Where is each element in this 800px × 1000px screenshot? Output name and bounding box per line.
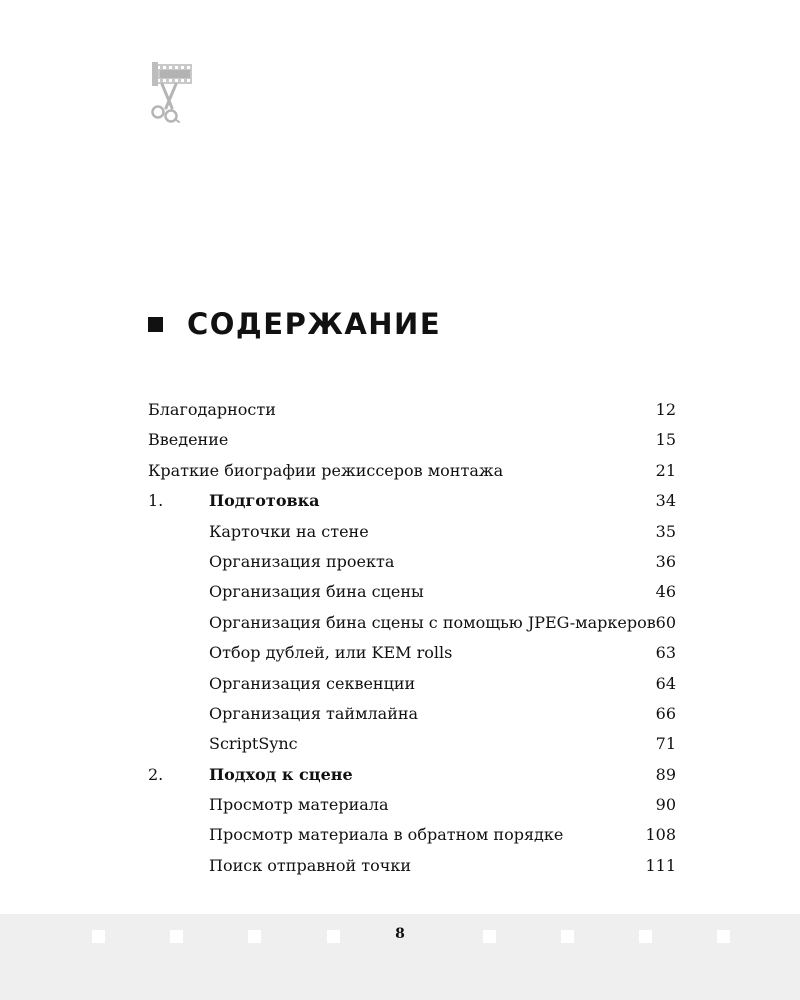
toc-entry-page: 71	[655, 734, 676, 754]
toc-entry	[148, 486, 676, 516]
footer-square	[717, 930, 730, 943]
footer-square	[483, 930, 496, 943]
toc-entry	[148, 395, 676, 425]
toc-entry-page: 66	[655, 703, 676, 723]
toc-entry	[148, 577, 676, 607]
toc-entry-page: 63	[655, 643, 676, 663]
toc-entry-page: 64	[655, 673, 676, 693]
footer-square	[639, 930, 652, 943]
toc-entry-title: Просмотр материала в обратном порядке	[209, 825, 564, 845]
toc-entry	[148, 608, 676, 638]
toc-entry-title: Подготовка	[209, 491, 320, 511]
toc-entry-title: Благодарности	[148, 400, 276, 419]
toc-entry-page: 108	[645, 825, 676, 845]
toc-entry-page: 12	[655, 400, 676, 419]
footer-square	[92, 930, 105, 943]
footer-square	[327, 930, 340, 943]
page-number: 8	[395, 926, 405, 942]
toc-entry-title: Организация бина сцены с помощью JPEG-маркеров	[209, 612, 656, 632]
toc-entry-title: Карточки на стене	[209, 521, 369, 541]
toc-entry	[148, 669, 676, 699]
toc-entry	[148, 851, 676, 881]
toc-entry	[148, 517, 676, 547]
page-title: СОДЕРЖАНИЕ	[187, 307, 442, 341]
toc-entry	[148, 760, 676, 790]
toc-entry-title: Организация секвенции	[209, 673, 416, 693]
toc-entry-page: 46	[655, 582, 676, 602]
toc-entry	[148, 790, 676, 820]
toc-entry-page: 111	[645, 855, 676, 875]
footer-square	[248, 930, 261, 943]
toc-entry	[148, 820, 676, 850]
toc-chapter-number: 2.	[148, 764, 164, 784]
toc-entry-page: 89	[655, 764, 676, 784]
toc-entry-page: 21	[655, 460, 676, 480]
toc-entry	[148, 456, 676, 486]
toc-entry-page: 60	[655, 612, 676, 632]
toc-entry-title: Организация таймлайна	[209, 703, 419, 723]
contents-heading	[148, 304, 441, 344]
footer-band	[0, 914, 800, 1000]
toc-entry-title: Организация бина сцены	[209, 582, 424, 602]
toc-entry-title: Подход к сцене	[209, 764, 353, 784]
toc-entry-title: Организация проекта	[209, 551, 395, 571]
toc-entry-title: Введение	[148, 430, 229, 450]
toc-entry-page: 35	[655, 521, 676, 541]
toc-entry	[148, 699, 676, 729]
footer-square	[561, 930, 574, 943]
toc-entry-title: Просмотр материала	[209, 795, 389, 815]
toc-entry	[148, 729, 676, 759]
toc-entry-title: Краткие биографии режиссеров монтажа	[148, 460, 504, 480]
film-scissors-logo-icon	[146, 60, 196, 124]
toc-entry	[148, 547, 676, 577]
footer-square	[170, 930, 183, 943]
table-of-contents	[148, 395, 676, 881]
toc-entry-title: Отбор дублей, или KEM rolls	[209, 643, 453, 663]
toc-entry	[148, 638, 676, 668]
toc-entry-page: 90	[655, 795, 676, 815]
toc-entry-title: Поиск отправной точки	[209, 855, 412, 875]
toc-entry-page: 15	[655, 430, 676, 450]
toc-chapter-number: 1.	[148, 491, 164, 511]
toc-entry-page: 34	[655, 491, 676, 511]
toc-entry	[148, 425, 676, 455]
toc-entry-title: ScriptSync	[209, 734, 298, 754]
toc-entry-page: 36	[655, 551, 676, 571]
heading-square-icon	[148, 317, 163, 332]
